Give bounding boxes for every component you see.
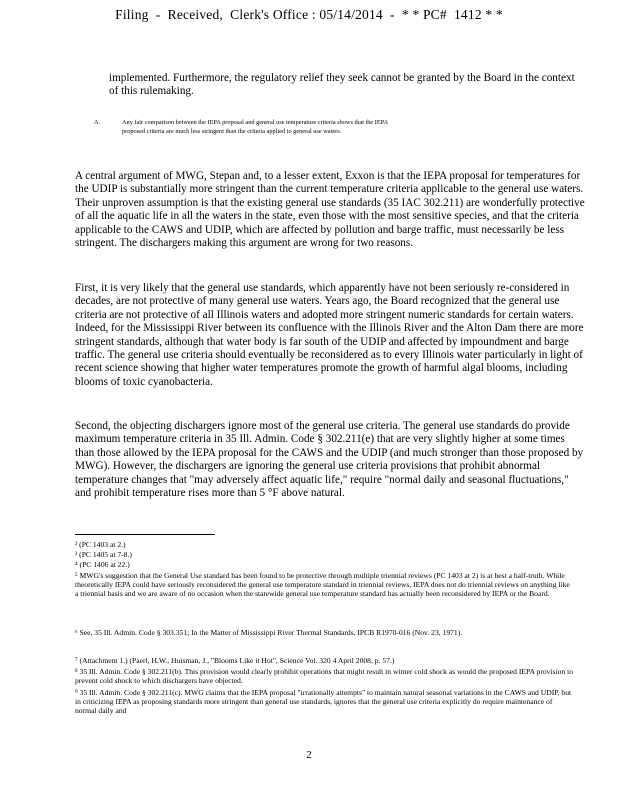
lead-paragraph: implemented. Furthermore, the regulatory relief they seek cannot be granted by the Board in the context of this rulemaking. [109, 72, 575, 98]
page-number: 2 [306, 749, 312, 761]
footnote-5: ⁵ MWG's suggestion that the General Use standard has been found to be protective through multiple triennial reviews (PC 1403 at 2) is at best a half-truth. While theoretically IEPA could have seriously reconsidered the general use temperature standard in triennial reviews, IEPA does not do triennial reviews on anything like a triennial basis and we are aware of no occasion when the statewide general use temperature standard has actually been reconsidered by IEPA or the Board. [75, 571, 570, 599]
footnote-9: ⁹ 35 Ill. Admin. Code § 302.211(c). MWG claims that the IEPA proposal "irrationally attempts" to maintain natural seasonal variations in the CAWS and UDIP, but in criticizing IEPA as proposing standards more stringent than general use standards, ignores that the general use criteria explicitly do require maintenance of normal daily and [75, 688, 572, 716]
filing-header: Filing - Received, Clerk's Office : 05/14/2014 - * * PC# 1412 * * [115, 7, 503, 22]
footnote-3: ³ (PC 1405 at 7-8.) [75, 550, 132, 559]
subheading-letter: A. [94, 119, 101, 126]
footnote-divider [75, 534, 215, 535]
footnote-2: ² (PC 1403 at 2.) [75, 540, 126, 549]
paragraph-first-reason: First, it is very likely that the general use standards, which apparently have not been seriously re-considered in decades, are not protective of many general use waters. Years ago, the Board recognized that the general use criteria are not protective of all Illinois waters and adopted more stringent numeric standards for certain waters. Indeed, for the Mississippi River between its confluence with the Illinois River and the Alton Dam there are more stringent standards, although that water body is far south of the UDIP and affected by impoundment and barge traffic. The general use criteria should eventually be reconsidered as to every Illinois water particularly in light of recent science showing that higher water temperatures promote the growth of harmful algal blooms, including blooms of toxic cyanobacteria. [75, 282, 584, 388]
filing-label: Filing [115, 7, 149, 22]
footnote-6: ⁶ See, 35 Ill. Admin. Code § 303.351; In the Matter of Mississippi River Thermal Standards, IPCB R1970-016 (Nov. 23, 1971). [75, 628, 463, 637]
pc-label: * * PC# [401, 7, 447, 22]
footnote-4: ⁴ (PC 1406 at 22.) [75, 560, 130, 569]
footnote-7: ⁷ (Attachment 1.) (Paerl, H.W., Huisman, J., "Blooms Like it Hot", Science Vol. 320 4 April 2008, p. 57.) [75, 656, 395, 665]
header-stars: * * [485, 7, 503, 22]
footnote-8: ⁸ 35 Ill. Admin. Code § 302.211(b). This provision would clearly prohibit operations that might result in winter cold shock as would the proposed IEPA provision to prevent cold shock to which dischargers have objected. [75, 667, 574, 686]
subheading-text: Any fair comparison between the IEPA proposal and general use temperature criteria shows that the IEPA proposed criteria are much less stringent than the criteria applied to general use waters. [122, 119, 388, 135]
paragraph-central-argument: A central argument of MWG, Stepan and, to a lesser extent, Exxon is that the IEPA proposal for temperatures for the UDIP is substantially more stringent than the current temperature criteria applicable to the general use waters. Their unproven assumption is that the existing general use standards (35 IAC 302.211) are wonderfully protective of all the aquatic life in all the waters in the state, even those with the most sensitive species, and that the criteria applicable to the CAWS and UDIP, which are affected by pollution and barge traffic, must necessarily be less stringent. The dischargers making this argument are wrong for two reasons. [75, 170, 585, 250]
paragraph-second-reason: Second, the objecting dischargers ignore most of the general use criteria. The general use standards do provide maximum temperature criteria in 35 Ill. Admin. Code § 302.211(e) that are very slightly higher at some times than those allowed by the IEPA proposal for the CAWS and the UDIP (and much stronger than those proposed by MWG). However, the dischargers are ignoring the general use criteria provisions that prohibit abnormal temperature changes that "may adversely affect aquatic life," require "normal daily and seasonal fluctuations," and prohibit temperature rises more than 5 °F above natural. [75, 420, 584, 500]
filing-date: 05/14/2014 [319, 7, 383, 22]
clerk-office-label: Clerk's Office [230, 7, 309, 22]
received-label: Received, [167, 7, 224, 22]
pc-number: 1412 [453, 7, 482, 22]
